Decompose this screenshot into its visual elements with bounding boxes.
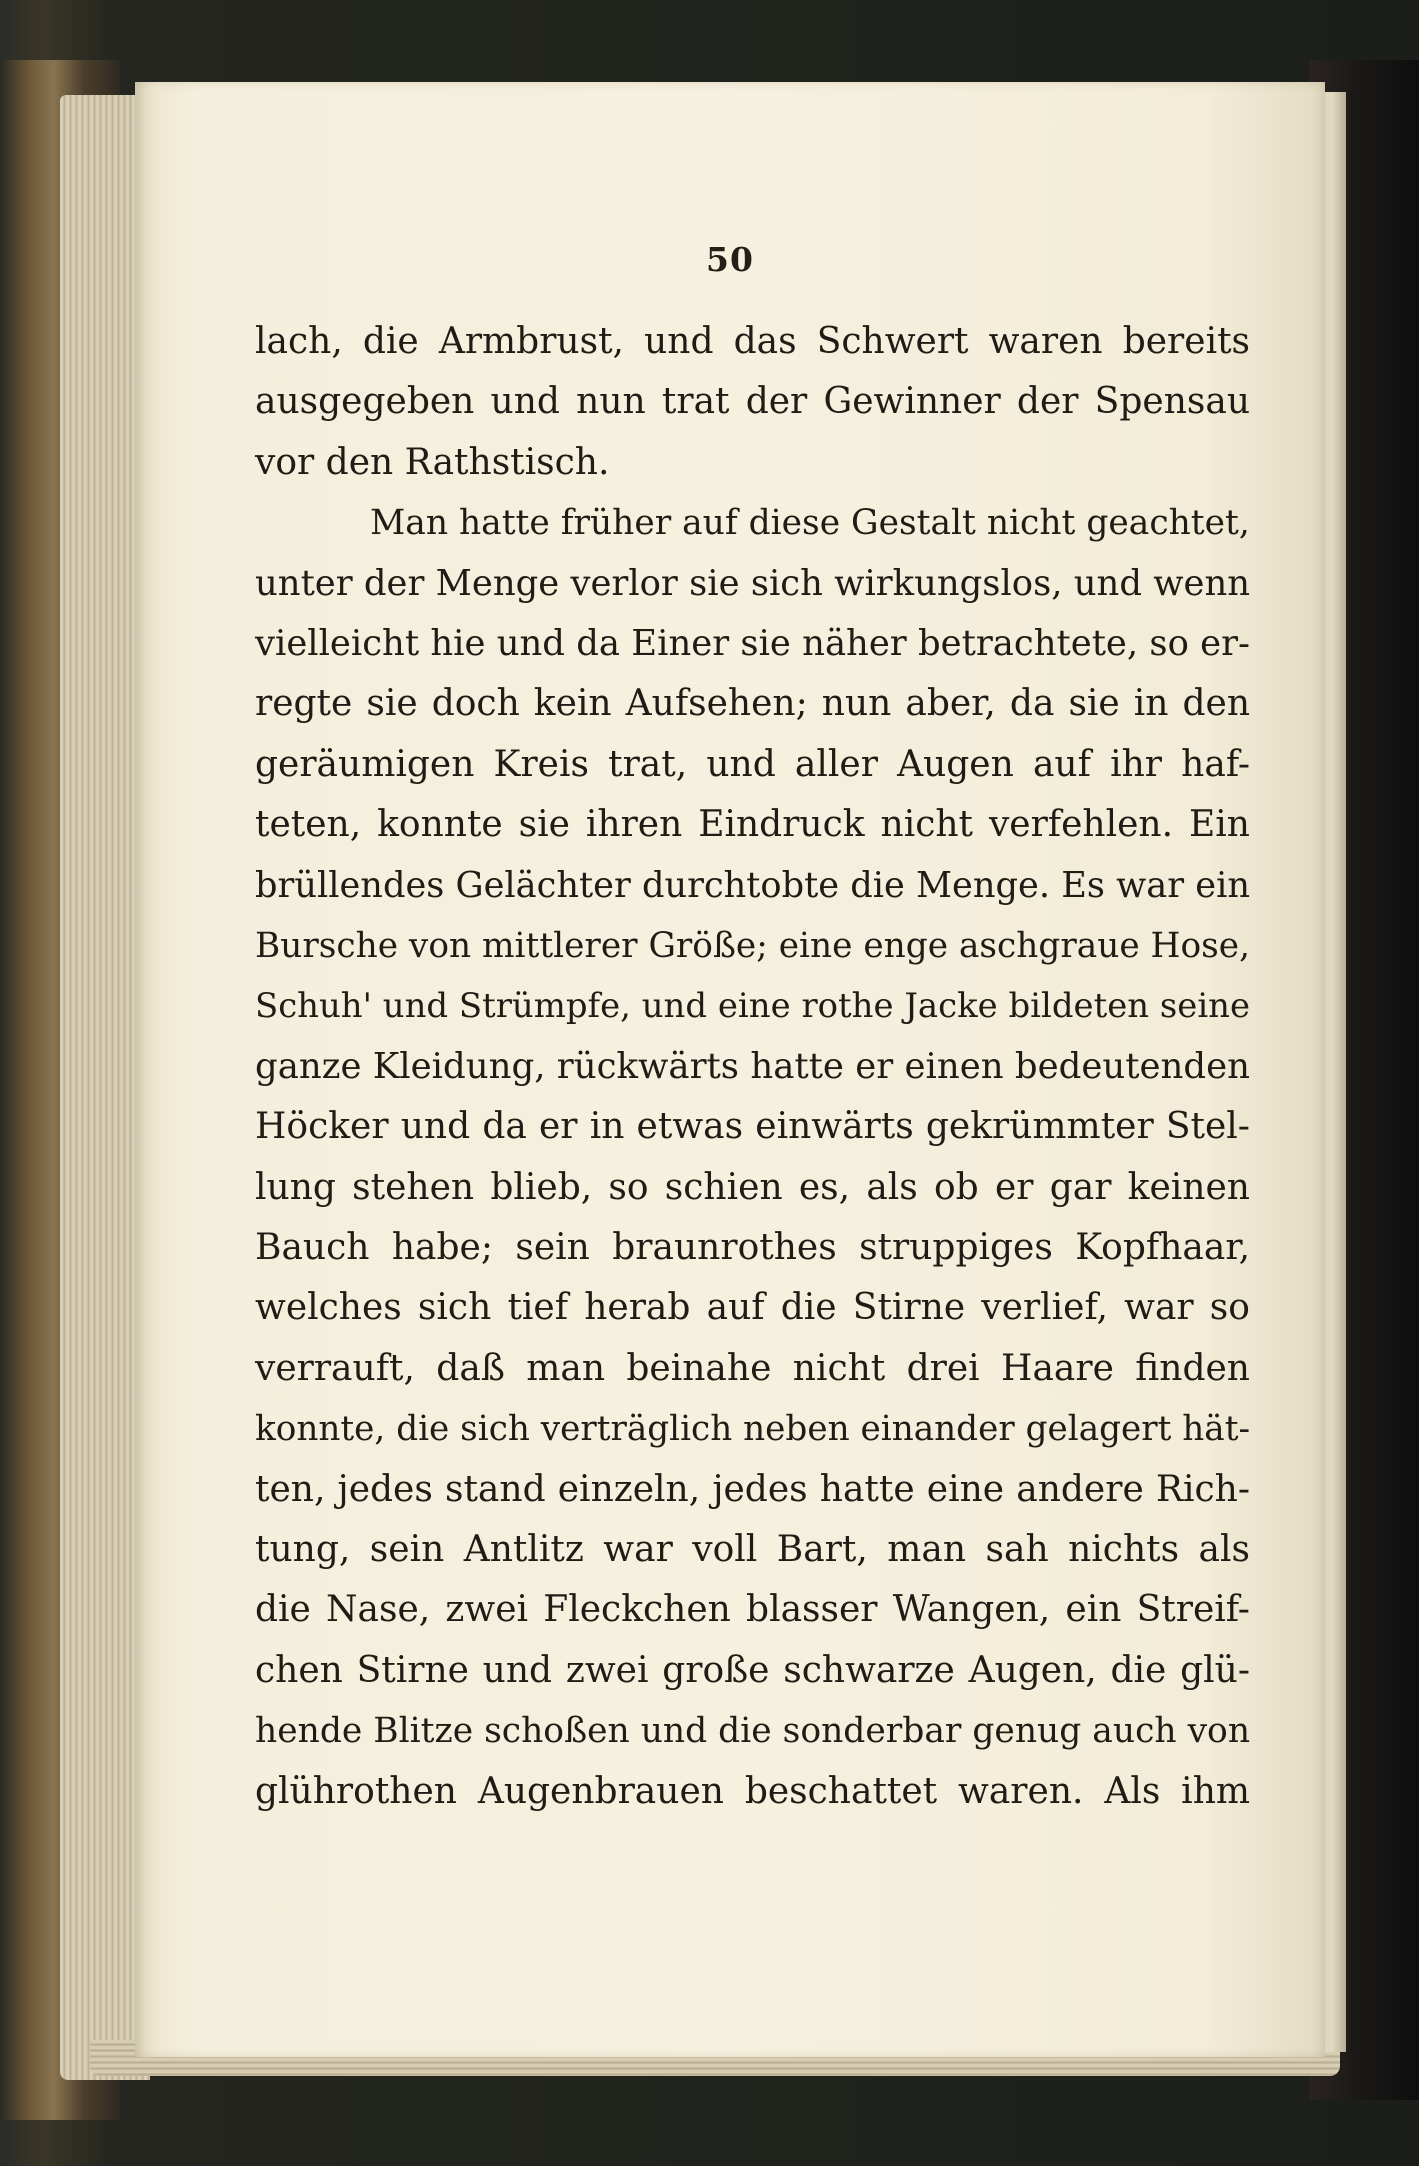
page-number: 50 [706,240,754,279]
book-scan: 50 lach, die Armbrust, und das Schwert waren bereits ausgegeben und nun trat der Gewinner der Spensau vor den Rathstisch. Man hatte früher auf diese Gestalt nicht geachtet, unter der Menge verlor sie sich wirkungslos, und wenn vielleicht hie und da Einer sie näher betrachtete, so er- regte sie doch kein Aufsehen; nun aber, da sie in den geräumigen Kreis trat, und aller Augen auf ihr haf- teten, konnte sie ihren Eindruck nicht verfehlen. Ein brüllendes Gelächter durchtobte die Menge. Es war ein Bursche von mittlerer Größe; eine enge aschgraue Hose, Schuh' und Strümpfe, und eine rothe Jacke bildeten seine ganze Kleidung, rückwärts hatte er einen bedeutenden Höcker und da er in etwas einwärts gekrümmter Stel- lung stehen blieb, so schien es, als ob er gar keinen Bauch habe; sein braunrothes struppiges Kopfhaar, welches sich tief herab auf die Stirne verlief, war so verrauft, daß man beinahe nicht drei Haare finden konnte, die sich verträglich neben einander gelagert hät- ten, jedes stand einzeln, jedes hatte eine andere Rich- tung, sein Antlitz war voll Bart, man sah nichts als die Nase, zwei Fleckchen blasser Wangen, ein Streif- chen Stirne und zwei große schwarze Augen, die glü- hende Blitze schoßen und die sonderbar genug auch von glührothen Augenbrauen beschattet waren. Als ihm [0,0,1419,2166]
